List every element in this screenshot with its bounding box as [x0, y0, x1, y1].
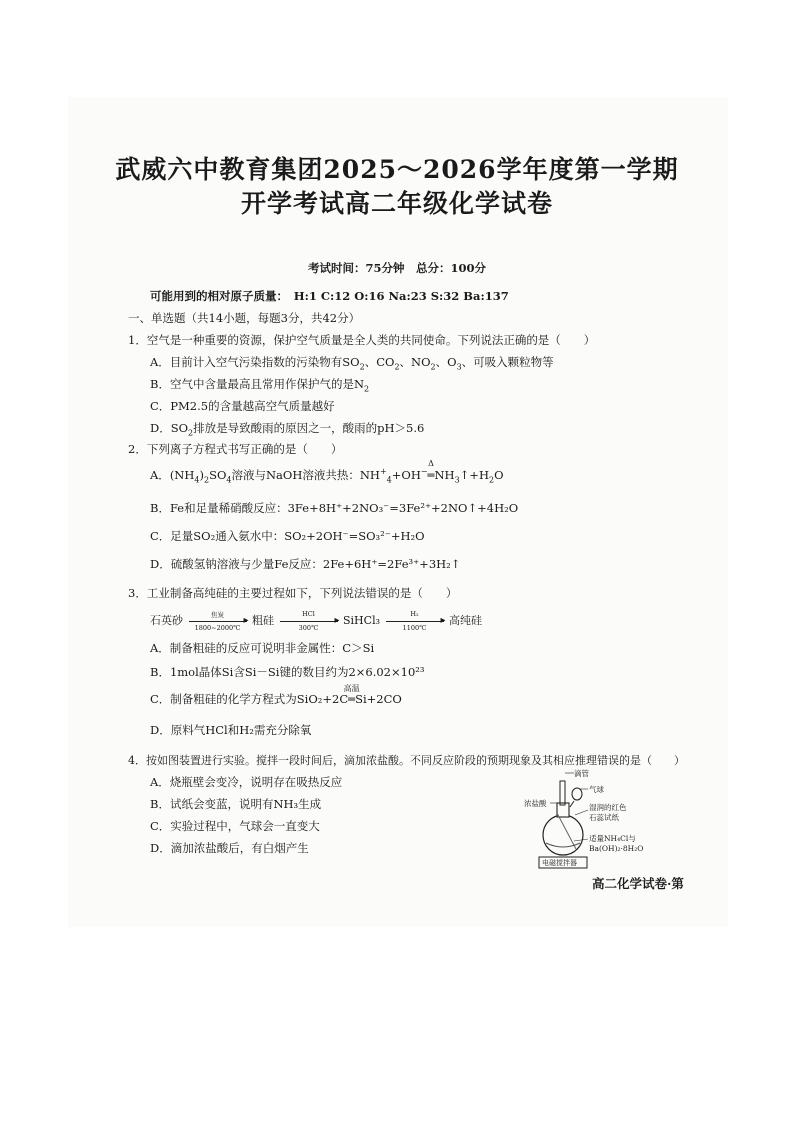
process-arrow-2: HCl ▸ 300℃	[280, 616, 338, 626]
question-1-option-d: D．$SO_2$排放是导致酸雨的原因之一，酸雨的pH＞5.6	[150, 421, 425, 438]
page-footer: 高二化学试卷·第	[592, 876, 684, 891]
question-4-option-d: D．滴加浓盐酸后，有白烟产生	[150, 841, 309, 855]
atomic-masses: 可能用到的相对原子质量： H:1 C:12 O:16 Na:23 S:32 Ba:137	[150, 289, 509, 303]
exam-title-line1: 武威六中教育集团2025～2026学年度第一学期	[115, 155, 679, 184]
dropper	[560, 781, 565, 805]
question-2-option-d: D．硫酸氢钠溶液与少量Fe反应：2Fe+6H⁺=2Fe³⁺+3H₂↑	[150, 557, 461, 571]
process-step-crude-si: 粗硅	[252, 614, 274, 627]
section-heading: 一、单选题（共14小题，每题3分，共42分）	[128, 311, 361, 325]
label-acid: 浓盐酸	[524, 799, 547, 808]
question-2-option-c: C．足量SO₂通入氨水中：SO₂+2OH⁻=SO₃²⁻+H₂O	[150, 529, 425, 543]
question-3-stem: 3．工业制备高纯硅的主要过程如下，下列说法错误的是（ ）	[128, 586, 458, 600]
label-dropper: 滴管	[574, 769, 589, 778]
question-1-option-b: B．空气中含量最高且常用作保护气的是$N_2$	[150, 377, 370, 394]
process-step-pure-si: 高纯硅	[449, 614, 482, 627]
balloon	[572, 788, 582, 800]
flask-body	[543, 815, 583, 855]
label-balloon: 气球	[589, 785, 604, 794]
exam-info: 考试时间：75分钟 总分：100分	[307, 261, 486, 275]
process-step-sihcl3: SiHCl₃	[343, 614, 380, 627]
exam-title-line2: 开学考试高二年级化学试卷	[240, 189, 553, 218]
question-4-option-c: C．实验过程中，气球会一直变大	[150, 819, 320, 833]
process-step-quartz: 石英砂	[150, 614, 183, 627]
question-4-stem: 4．按如图装置进行实验。搅拌一段时间后，滴加浓盐酸。不同反应阶段的预期现象及其相应推理错误的是（ ）	[128, 754, 685, 767]
question-1-option-c: C．PM2.5的含量越高空气质量越好	[150, 399, 335, 413]
label-paper-line2: 石蕊试纸	[589, 813, 619, 822]
question-1-option-a: A．目前计入空气污染指数的污染物有$SO_2$、$CO_2$、$NO_2$、$O_3$、可吸入颗粒物等	[150, 355, 554, 372]
question-4-option-a: A．烧瓶壁会变冷，说明存在吸热反应	[150, 775, 343, 789]
question-1-stem: 1．空气是一种重要的资源，保护空气质量是全人类的共同使命。下列说法正确的是（ ）	[128, 333, 596, 347]
question-2-stem: 2．下列离子方程式书写正确的是（ ）	[128, 442, 343, 456]
process-arrow-1: 焦炭 ▸ 1800~2000℃	[189, 616, 247, 626]
process-arrow-3: H₂ ▸ 1100℃	[386, 616, 444, 626]
question-4-option-b: B．试纸会变蓝，说明有NH₃生成	[150, 797, 322, 811]
question-2-option-b: B．Fe和足量稀硝酸反应：3Fe+8H⁺+2NO₃⁻=3Fe²⁺+2NO↑+4H₂O	[150, 501, 519, 515]
question-3-option-d: D．原料气HCl和H₂需充分除氧	[150, 723, 312, 737]
label-reagent-line1: 适量NH₄Cl与	[589, 834, 636, 843]
silicon-process-flow	[150, 610, 482, 632]
question-3-option-c: C．制备粗硅的化学方程式为SiO₂+2C 高温 ═Si+2CO	[150, 684, 402, 706]
label-paper-line1: 湿润的红色	[589, 803, 627, 812]
label-stirrer: 电磁搅拌器	[542, 859, 577, 867]
question-3-option-a: A．制备粗硅的反应可说明非金属性：C＞Si	[150, 641, 375, 655]
question-2-option-a: A．$(NH_4)_2SO_4$溶液与NaOH溶液共热：$NH^+_4+OH^-$ Δ $═NH_3↑+H_2O$	[150, 459, 504, 485]
label-reagent-line2: Ba(OH)₂·8H₂O	[589, 844, 644, 853]
question-3-option-b: B．1mol晶体Si含Si－Si键的数目约为2×6.02×10²³	[150, 665, 425, 679]
